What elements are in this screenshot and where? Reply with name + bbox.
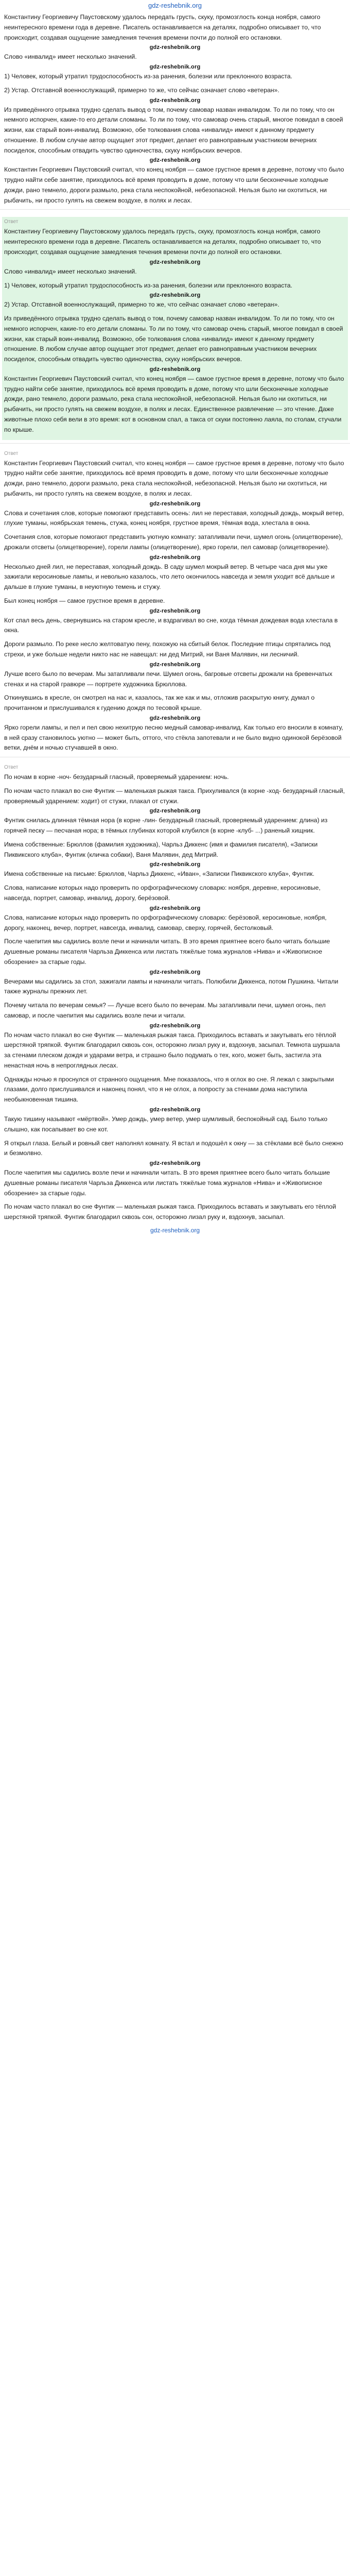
watermark: gdz-reshebnik.org (149, 607, 201, 614)
watermark: gdz-reshebnik.org (149, 97, 201, 104)
paragraph: По ночам в корне -ноч- безударный гласный, проверяемый ударением: ночь. (4, 773, 229, 781)
paragraph: Дороги размыло. По реке несло желтоватую пену, похожую на сбитый белок. Последние птицы спрятались под стрехи, и уже больше недели никто нас не навещал: ни дед Митрий, ни Ваня Малявин, ни лесничий. (4, 640, 330, 658)
section-divider (0, 443, 350, 449)
paragraph: 1) Человек, который утратил трудоспособность из-за ранения, болезни или преклонного возраста. (4, 73, 292, 80)
answer-section-4 (4, 765, 346, 1223)
paragraph: После чаепития мы садились возле печи и начинали читать. В это время приятнее всего было читать большие душевные романы писателя Чарльза Диккенса или листать тяжёлые тома журналов «Нива» и «Живописное обозрение» за старые годы. (4, 1169, 330, 1197)
section-divider (0, 757, 350, 762)
footer-site-link[interactable]: gdz-reshebnik.org (150, 1226, 200, 1234)
paragraph: Однажды ночью я проснулся от странного ощущения. Мне показалось, что я оглох во сне. Я лежал с закрытыми глазами, долго прислушивался и наконец понял, что я не оглох, а попросту за стенами дома наступила необыкновенная тишина. (4, 1075, 334, 1104)
paragraph: Слова, написание которых надо проверить по орфографическому словарю: берёзовой, керосиновые, ноября, дорогу, наконец, вечер, портрет, навсегда, инвалид, самовар, сверху, горячей, бестолковый. (4, 913, 327, 931)
paragraph: Откинувшись в кресле, он смотрел на нас и, казалось, так же как и мы, отложив раскрытую книгу, думал о прочитанном и прислушивался к гудению дождя по тесовой крыше. (4, 694, 315, 712)
paragraph: Имена собственные: Брюллов (фамилия художника), Чарльз Диккенс (имя и фамилия писателя), «Записки Пиквикского клуба», Фунтик (кличка собаки), Ваня Малявин, дед Митрий. (4, 840, 318, 858)
paragraph: Слова и сочетания слов, которые помогают представить осень: лил не переставая, холодный дождь, мокрый ветер, глухие туманы, ноябрьская темень, стужа, конец ноября, грустное время, тёмная вода, хлестала в окна. (4, 509, 344, 527)
paragraph: Такую тишину называют «мёртвой». Умер дождь, умер ветер, умер шумливый, беспокойный сад. Было только слышно, как посапывает во сне кот. (4, 1115, 328, 1133)
watermark: gdz-reshebnik.org (149, 715, 201, 721)
paragraph: Слово «инвалид» имеет несколько значений. (4, 53, 137, 61)
watermark: gdz-reshebnik.org (149, 1022, 201, 1029)
paragraph: По ночам часто плакал во сне Фунтик — маленькая рыжая такса. Прихуливался (в корне -ход- безударный гласный, проверяемый ударением: ходит) от стужи, плакал от стужи. (4, 787, 345, 805)
watermark: gdz-reshebnik.org (149, 808, 201, 815)
paragraph: Константин Георгиевич Паустовский считал, что конец ноября — самое грустное время в деревне, потому что было трудно найти себе занятие, приходилось всё время проводить в доме, потому что шли бесконечные холодные дожди, рано темнело, дороги размыло, река стала неспокойной, небезопасной. Нельзя было ни охотиться, ни рыбачить, ни просто гулять на свежем воздухе, в полях и лесах. (4, 166, 344, 204)
paragraph: Фунтик снилась длинная тёмная нора (в корне -лин- безударный гласный, проверяемый ударением: длина) из горячей песку — песчаная нора; в тёмных глубинах которой клубился (в корне -клуб- ...) раненый хищник. (4, 817, 328, 835)
watermark: gdz-reshebnik.org (149, 969, 201, 975)
watermark: gdz-reshebnik.org (149, 157, 201, 164)
paragraph: Константину Георгиевичу Паустовскому удалось передать грусть, скуку, промозглость конца ноября, самого неинтересного времени года в деревне. Писатель останавливается на деталях, подробно описывает то, что происходит, создавая ощущение замедления течения времени почти до полной его остановки. (4, 228, 321, 256)
watermark: gdz-reshebnik.org (149, 259, 201, 265)
paragraph: 1) Человек, который утратил трудоспособность из-за ранения, болезни или преклонного возраста. (4, 281, 292, 289)
answer-label: Ответ (4, 219, 19, 225)
watermark: gdz-reshebnik.org (149, 554, 201, 561)
paragraph: Кот спал весь день, свернувшись на старом кресле, и вздрагивал во сне, когда тёмная дождевая вода хлестала в окна. (4, 616, 338, 634)
paragraph: Почему читала по вечерам семья? — Лучше всего было по вечерам. Мы затапливали печи, шумел огонь, пел самовар, и после чаепития мы садились возле печи и читали. (4, 1002, 326, 1019)
answer-section-1 (4, 12, 346, 206)
watermark: gdz-reshebnik.org (149, 661, 201, 668)
paragraph: Константин Георгиевич Паустовский считал, что конец ноября — самое грустное время в деревне, потому что было трудно найти себе занятие, приходилось всё время проводить в доме, потому что шли бесконечные холодные дожди, рано темнело, дороги размыло, река стала неспокойной, небезопасной. Нельзя было ни охотиться, ни рыбачить, ни просто гулять на свежем воздухе, в полях и лесах. (4, 459, 344, 497)
watermark: gdz-reshebnik.org (149, 861, 201, 868)
watermark: gdz-reshebnik.org (149, 292, 201, 299)
paragraph: 2) Устар. Отставной военнослужащий, примерно то же, что сейчас означает слово «ветеран». (4, 301, 279, 309)
paragraph: Был конец ноября — самое грустное время в деревне. (4, 597, 165, 604)
paragraph: Константину Георгиевичу Паустовскому удалось передать грусть, скуку, промозглость конца ноября, самого неинтересного времени года в деревне. Писатель останавливается на деталях, подробно описывает то, что происходит, создавая ощущение замедления течения времени почти до полной его остановки. (4, 13, 321, 41)
paragraph: Имена собственные на письме: Брюллов, Чарльз Диккенс, «Иван», «Записки Пиквикского клуба», Фунтик. (4, 870, 314, 878)
paragraph: 2) Устар. Отставной военнослужащий, примерно то же, что сейчас означает слово «ветеран». (4, 86, 279, 94)
watermark: gdz-reshebnik.org (149, 64, 201, 71)
paragraph: Ярко горели лампы, и пел и пел свою нехитрую песню медный самовар-инвалид. Как только его вносили в комнату, в ней сразу становилось уютно — может быть, оттого, что стёкла запотевали и не было видно одинокой берёзовой ветки, днём и ночью стучавшей в окно. (4, 723, 343, 752)
watermark: gdz-reshebnik.org (149, 44, 201, 51)
paragraph: Я открыл глаза. Белый и ровный свет наполнял комнату. Я встал и подошёл к окну — за стёклами всё было снежно и безмолвно. (4, 1139, 343, 1157)
paragraph: Константин Георгиевич Паустовский считал, что конец ноября — самое грустное время в деревне, потому что было трудно найти себе занятие, приходилось всё время проводить в доме, потому что шли бесконечные холодные дожди, рано темнело, дороги размыло, река стала неспокойной, небезопасной. Нельзя было ни охотиться, ни рыбачить, ни просто гулять на свежем воздухе, в полях и лесах. Единственное развлечение — это чтение. Даже животные плохо себя вели в это время: кот в основном спал, а такса от скуки постоянно лаяла, по столам, стучали по крыше. (4, 375, 344, 433)
answer-section-3 (4, 451, 346, 754)
watermark: gdz-reshebnik.org (149, 366, 201, 372)
section-divider (0, 209, 350, 215)
answer-content (0, 12, 350, 1237)
paragraph: Вечерами мы садились за стол, зажигали лампы и начинали читать. Полюбили Диккенса, потом Пушкина. Читали также журналы прежних лет. (4, 977, 339, 995)
site-title[interactable]: gdz-reshebnik.org (148, 2, 202, 9)
watermark: gdz-reshebnik.org (149, 1160, 201, 1167)
paragraph: Лучше всего было по вечерам. Мы затапливали печи. Шумел огонь, багровые отсветы дрожали на бревенчатых стенах и на старой гравюре — портрете художника Брюллова. (4, 670, 332, 688)
watermark: gdz-reshebnik.org (149, 500, 201, 507)
watermark: gdz-reshebnik.org (149, 905, 201, 911)
paragraph: Из приведённого отрывка трудно сделать вывод о том, почему самовар назван инвалидом. То ли по тому, что он немного испорчен, какие-то его детали сломаны. То ли по тому, что самовар очень старый, многое повидал в своей жизни, как старый воин-инвалид. Возможно, обе толкования слова «инвалид» имеют к данному предмету отношение. В любом случае автор ощущает этот предмет, делает его равноправным участником вечерних посиделок, способным отвадить чувство одиночества, скуку ноябрьских вечеров. (4, 315, 343, 363)
paragraph: Слово «инвалид» имеет несколько значений. (4, 267, 137, 275)
paragraph: Слова, написание которых надо проверить по орфографическому словарю: ноября, деревне, керосиновые, навсегда, портрет, самовар, инвалид, дорогу, берёзовой. (4, 884, 321, 902)
answer-label: Ответ (4, 450, 19, 456)
answer-label: Ответ (4, 765, 19, 771)
paragraph: По ночам часто плакал во сне Фунтик — маленькая рыжая такса. Приходилось вставать и закутывать его тёплой шерстяной тряпкой. Фунтик благодарил сквозь сон, осторожно лизал руку и, вздохнув, засыпал. (4, 1203, 336, 1221)
paragraph: Несколько дней лил, не переставая, холодный дождь. В саду шумел мокрый ветер. В четыре часа дня мы уже зажигали керосиновые лампы, и невольно казалось, что лето окончилось навсегда и земля уходит всё дальше и дальше в глухие туманы, в неуютную темень и стужу. (4, 563, 335, 591)
paragraph: После чаепития мы садились возле печи и начинали читать. В это время приятнее всего было читать большие душевные романы писателя Чарльза Диккенса или листать тяжёлые тома журналов «Нива» и «Живописное обозрение» за старые годы. (4, 938, 330, 965)
answer-section-2 (2, 217, 348, 439)
paragraph: По ночам часто плакал во сне Фунтик — маленькая рыжая такса. Приходилось вставать и закутывать его тёплой шерстяной тряпкой. Фунтик благодарил сквозь сон, осторожно лизал руку и, вздохнув, засыпал. Темнота шуршала за стенами плеском дождя и ударами ветра, и страшно было подумать о тех, кого, может быть, застигла эта ненастная ночь в непроглядных лесах. (4, 1031, 340, 1069)
paragraph: Из приведённого отрывка трудно сделать вывод о том, почему самовар назван инвалидом. То ли по тому, что он немного испорчен, какие-то его детали сломаны. То ли по тому, что самовар очень старый, многое повидал в своей жизни, как старый воин-инвалид. Возможно, обе толкования слова «инвалид» имеют к данному предмету отношение. В любом случае автор ощущает этот предмет, делает его равноправным участником вечерних посиделок, способным отвадить чувство одиночества, скуку ноябрьских вечеров. (4, 106, 343, 154)
watermark: gdz-reshebnik.org (149, 1107, 201, 1113)
paragraph: Сочетания слов, которые помогают представить уютную комнату: затапливали печи, шумел огонь (олицетворение), дрожали отсветы (олицетворение), горели лампы (олицетворение), ярко горели, пел самовар (олицетворение). (4, 533, 343, 551)
